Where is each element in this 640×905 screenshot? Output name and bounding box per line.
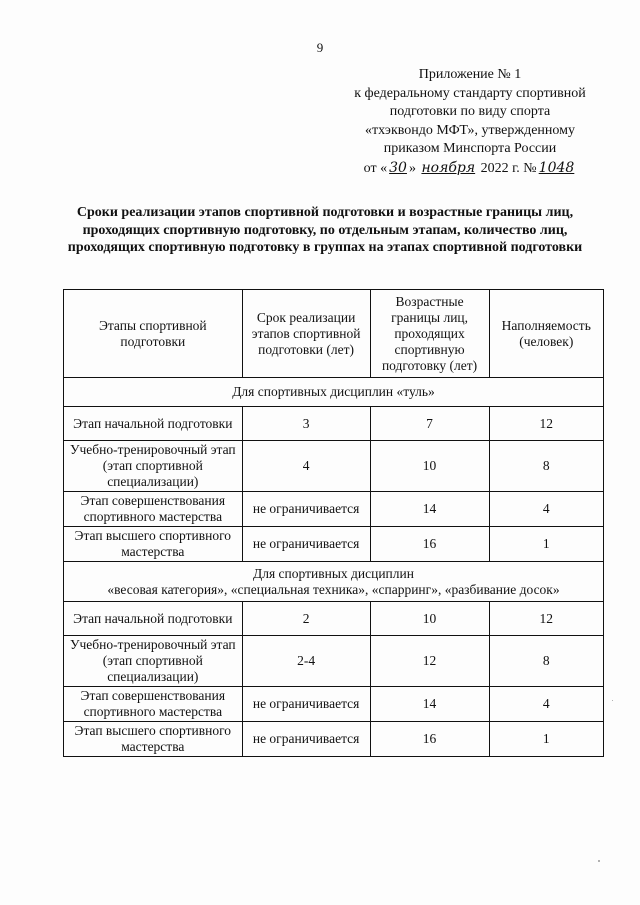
- age-cell: 7: [370, 407, 489, 441]
- duration-cell: 3: [242, 407, 370, 441]
- table-row: [64, 722, 604, 757]
- appendix-line-4: «тхэквондо МФТ», утвержденному: [365, 122, 575, 138]
- age-cell: 14: [370, 687, 489, 722]
- group-size-cell: 4: [489, 687, 603, 722]
- stage-cell: Учебно-тренировочный этап (этап спортивной специализации): [64, 636, 243, 687]
- stage-cell: Этап совершенствования спортивного мастерства: [64, 492, 243, 527]
- appendix-date-line: [330, 159, 610, 179]
- duration-cell: 4: [242, 441, 370, 492]
- group-size-cell: 1: [489, 527, 603, 562]
- scan-speck: [598, 860, 600, 862]
- table-row: [64, 636, 604, 687]
- date-month-handwritten: ноября: [421, 159, 476, 176]
- group-size-cell: 12: [489, 407, 603, 441]
- stage-cell: Этап начальной подготовки: [64, 602, 243, 636]
- age-cell: 16: [370, 527, 489, 562]
- section-title-line-2: «весовая категория», «специальная техника», «спарринг», «разбивание досок»: [107, 581, 560, 597]
- group-size-cell: 4: [489, 492, 603, 527]
- table-row: [64, 492, 604, 527]
- stage-cell: Учебно-тренировочный этап (этап спортивной специализации): [64, 441, 243, 492]
- stage-cell: Этап совершенствования спортивного мастерства: [64, 687, 243, 722]
- age-cell: 10: [370, 441, 489, 492]
- appendix-header: [330, 66, 610, 178]
- section-title-sparring: [64, 562, 604, 602]
- appendix-line-1: Приложение № 1: [418, 67, 522, 82]
- section-row-tul: [64, 378, 604, 407]
- table-row: [64, 527, 604, 562]
- section-title-tul: Для спортивных дисциплин «туль»: [64, 378, 604, 407]
- appendix-line-3: подготовки по виду спорта: [389, 104, 551, 119]
- header-age-limits: Возрастные границы лиц, проходящих спортивную подготовку (лет): [370, 290, 489, 378]
- duration-cell: не ограничивается: [242, 492, 370, 527]
- group-size-cell: 1: [489, 722, 603, 757]
- stages-table: [63, 289, 604, 757]
- date-year: 2022 г. №: [480, 160, 537, 176]
- appendix-line-2: к федеральному стандарту спортивной: [354, 85, 586, 101]
- group-size-cell: 8: [489, 441, 603, 492]
- stage-cell: Этап начальной подготовки: [64, 407, 243, 441]
- section-row-sparring: [64, 562, 604, 602]
- stage-cell: Этап высшего спортивного мастерства: [64, 527, 243, 562]
- date-mid: »: [408, 160, 416, 176]
- header-stages: Этапы спортивной подготовки: [64, 290, 243, 378]
- duration-cell: не ограничивается: [242, 527, 370, 562]
- document-title: Сроки реализации этапов спортивной подготовки и возрастные границы лиц, проходящих спортивную подготовку, по отдельным этапам, количество лиц, проходящих спортивную подготовку в группах на этапах спортивной подготовки: [67, 205, 583, 255]
- table-row: [64, 687, 604, 722]
- age-cell: 16: [370, 722, 489, 757]
- order-number-handwritten: 1048: [538, 159, 575, 176]
- age-cell: 10: [370, 602, 489, 636]
- date-day-handwritten: 30: [389, 159, 407, 176]
- section-title-line-1: Для спортивных дисциплин: [253, 565, 414, 581]
- date-prefix: от «: [363, 160, 388, 176]
- age-cell: 14: [370, 492, 489, 527]
- table-row: [64, 407, 604, 441]
- scan-speck: [612, 700, 613, 701]
- duration-cell: 2-4: [242, 636, 370, 687]
- header-group-size: Наполняемость (человек): [489, 290, 603, 378]
- table-row: [64, 441, 604, 492]
- page-number: 9: [316, 40, 324, 55]
- header-duration: Срок реализации этапов спортивной подготовки (лет): [242, 290, 370, 378]
- group-size-cell: 8: [489, 636, 603, 687]
- stage-cell: Этап высшего спортивного мастерства: [64, 722, 243, 757]
- table-header-row: [64, 290, 604, 378]
- duration-cell: не ограничивается: [242, 687, 370, 722]
- appendix-line-5: приказом Минспорта России: [383, 141, 557, 156]
- duration-cell: не ограничивается: [242, 722, 370, 757]
- table-row: [64, 602, 604, 636]
- age-cell: 12: [370, 636, 489, 687]
- group-size-cell: 12: [489, 602, 603, 636]
- duration-cell: 2: [242, 602, 370, 636]
